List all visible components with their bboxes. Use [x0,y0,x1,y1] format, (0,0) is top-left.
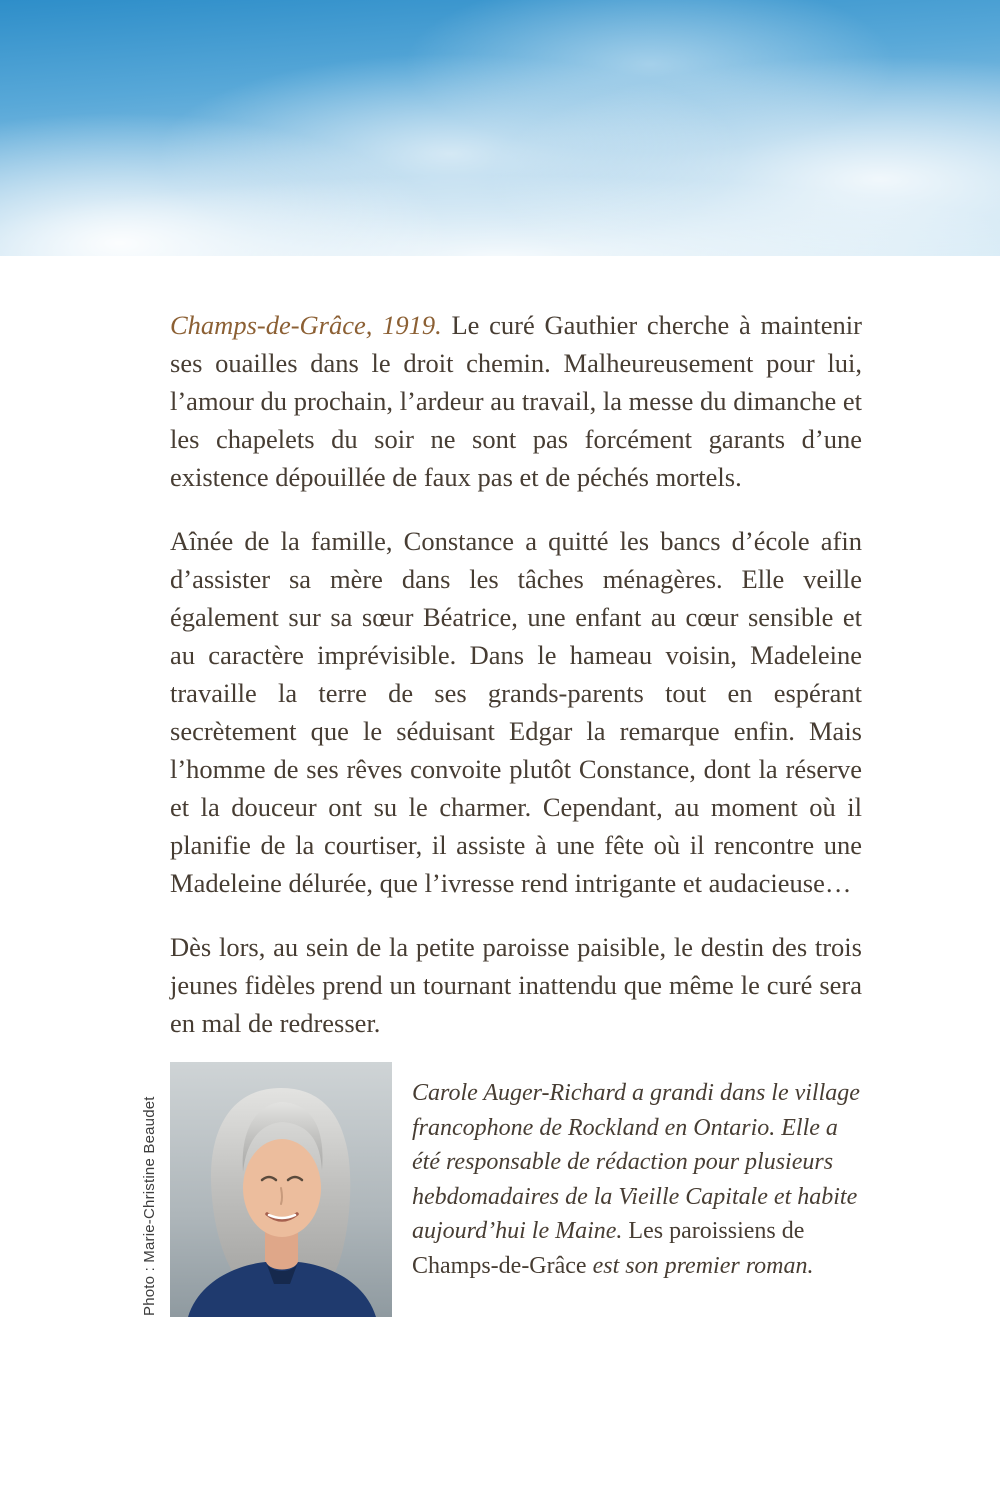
photo-credit: Photo : Marie-Christine Beaudet [141,1096,158,1316]
author-photo [170,1062,392,1317]
book-title: Les paroissiens de Champs-de-Grâce [412,1218,805,1279]
synopsis-paragraph-2: Aînée de la famille, Constance a quitté les bancs d’école afin d’assister sa mère dans les tâches ménagères. Elle veille également sur sa sœur Béatrice, une enfant au cœur sensible et au caractère imprévisible. Dans le hameau voisin, Madeleine travaille la terre de ses grands-parents tout en espérant secrètement que le séduisant Edgar la remarque enfin. Mais l’homme de ses rêves convoite plutôt Constance, dont la réserve et la douceur ont su le charmer. Cependant, au moment où il planifie de la courtiser, il assiste à une fête où il rencontre une Madeleine délurée, que l’ivresse rend intrigante et audacieuse… [170,526,862,898]
author-bio-closing: est son premier roman. [592,1252,814,1279]
author-bio [412,1076,864,1283]
author-bio-text: Carole Auger-Richard a grandi dans le village francophone de Rockland en Ontario. Elle a été responsable de rédaction pour plusieurs hebdomadaires de la Vieille Capitale et habite aujourd’hui le Maine. [412,1080,860,1244]
sky-banner-image [0,0,1000,256]
synopsis-paragraph-1 [170,306,862,496]
synopsis-paragraph-3: Dès lors, au sein de la petite paroisse paisible, le destin des trois jeunes fidèles prend un tournant inattendu que même le curé sera en mal de redresser. [170,932,862,1038]
synopsis-paragraph-1-text: Le curé Gauthier cherche à maintenir ses ouailles dans le droit chemin. Malheureusement pour lui, l’amour du prochain, l’ardeur au travail, la messe du dimanche et les chapelets du soir ne sont pas forcément garants d’une existence dépouillée de faux pas et de péchés mortels. [170,310,862,492]
synopsis [170,306,862,1068]
synopsis-intro-title: Champs-de-Grâce, 1919. [170,310,442,340]
